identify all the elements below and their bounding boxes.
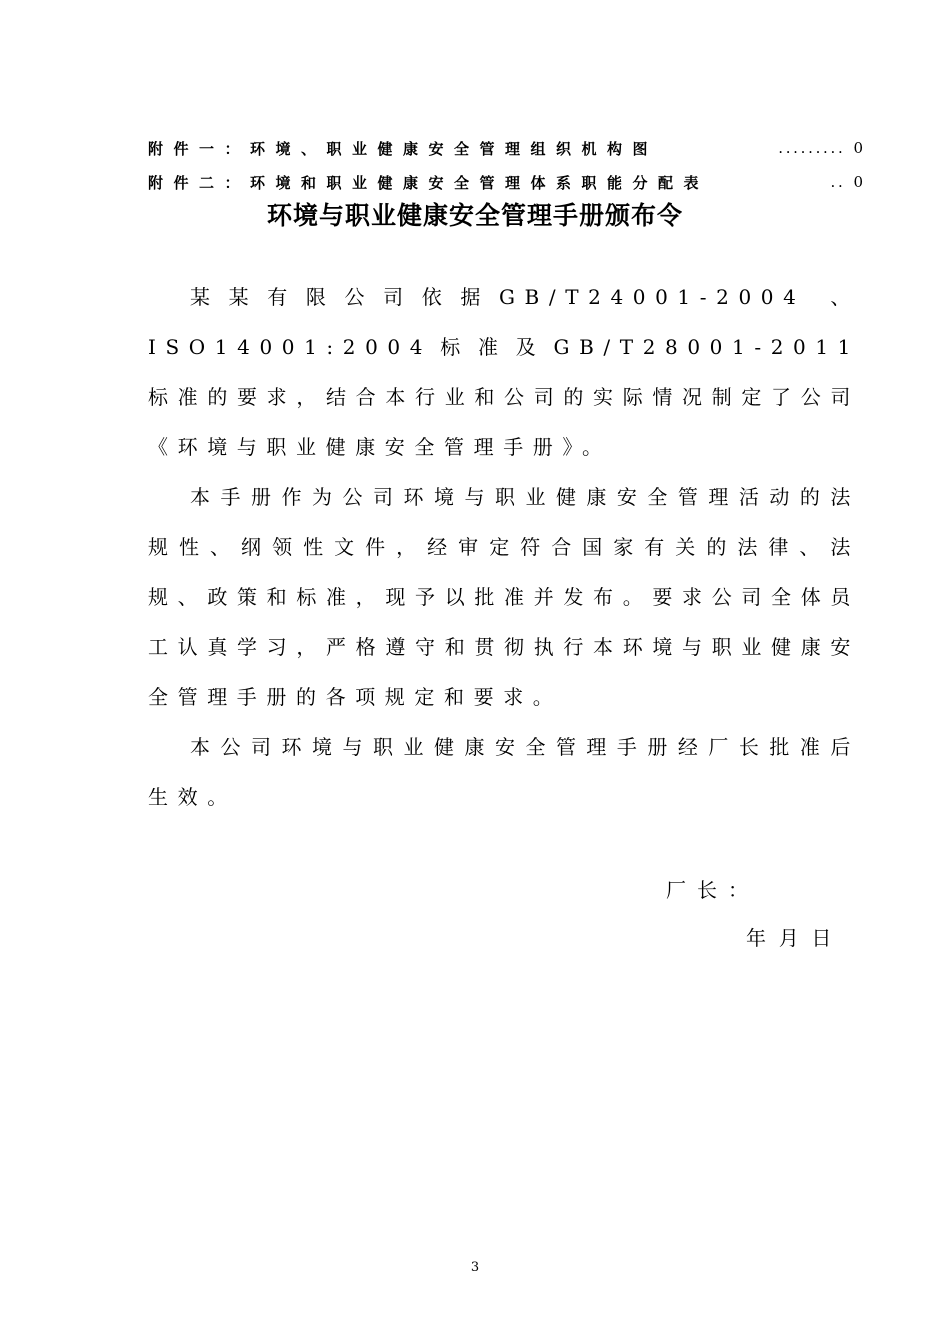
toc-entry[interactable]	[148, 136, 863, 160]
toc-entry-title: 附件一：环境、职业健康安全管理组织机构图	[148, 139, 659, 158]
body-paragraph: 本手册作为公司环境与职业健康安全管理活动的法规性、纲领性文件，经审定符合国家有关的法律、法规、政策和标准，现予以批准并发布。要求公司全体员工认真学习，严格遵守和贯彻执行本环境与职业健康安全管理手册的各项规定和要求。	[148, 485, 860, 709]
toc-leader-dots: ..	[830, 173, 846, 191]
document-body	[148, 272, 860, 822]
toc-leader-dots: .........	[778, 139, 846, 157]
toc-page-number: 0	[853, 139, 863, 157]
toc-entry[interactable]	[148, 170, 863, 194]
body-paragraph: 某某有限公司依据GB/T24001-2004 、ISO14001:2004标准及GB/T28001-2011 标准的要求，结合本行业和公司的实际情况制定了公司《环境与职业健康安全管理手册》。	[148, 285, 860, 459]
toc-entry-title: 附件二：环境和职业健康安全管理体系职能分配表	[148, 173, 710, 192]
toc-page-number: 0	[853, 173, 863, 191]
date-line: 年 月 日	[746, 926, 832, 950]
page-number: 3	[470, 1260, 480, 1275]
document-title: 环境与职业健康安全管理手册颁布令	[266, 201, 683, 230]
signature-label: 厂长：	[666, 878, 759, 902]
body-paragraph: 本公司环境与职业健康安全管理手册经厂长批准后生效。	[148, 735, 860, 809]
